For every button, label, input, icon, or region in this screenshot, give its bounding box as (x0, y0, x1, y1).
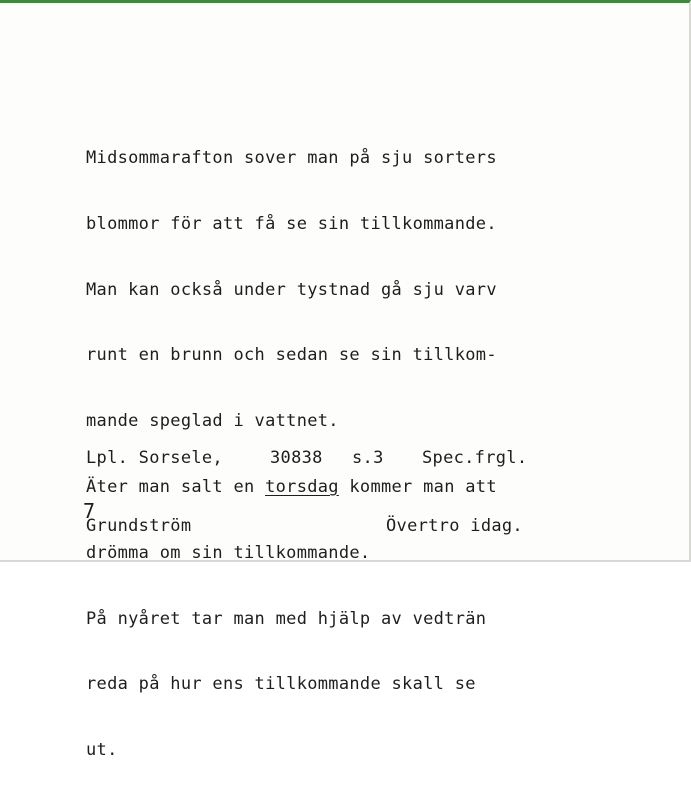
metadata-row (86, 444, 527, 472)
body-line: blommor för att få se sin tillkommande. (86, 213, 497, 234)
body-line: Man kan också under tystnad gå sju varv (86, 279, 497, 300)
location: Lpl. Sorsele, (86, 448, 223, 468)
body-line: mande speglad i vattnet. (86, 411, 339, 432)
card-metadata (86, 404, 527, 580)
parish-note: Övertro idag. (386, 516, 523, 536)
body-line: reda på hur ens tillkommande skall se (86, 674, 476, 695)
body-line: Midsommarafton sover man på sju sorters (86, 148, 497, 168)
body-line-start: Äter man salt en (86, 476, 266, 497)
metadata-row (86, 512, 527, 540)
collector-name: Grundström (86, 516, 192, 536)
card-number: 7 (83, 499, 96, 523)
body-line: På nyåret tar man med hjälp av vedträn (86, 608, 487, 629)
body-line: runt en brunn och sedan se sin tillkom- (86, 345, 497, 366)
record-number: 30838 (270, 448, 323, 468)
category: Spec.frgl. (422, 448, 528, 468)
underlined-word: torsdag (265, 476, 339, 497)
page-number: s.3 (352, 448, 384, 468)
body-line-end: kommer man att (338, 476, 497, 497)
body-line: ut. (86, 740, 118, 761)
body-line: drömma om sin tillkommande. (86, 542, 371, 563)
